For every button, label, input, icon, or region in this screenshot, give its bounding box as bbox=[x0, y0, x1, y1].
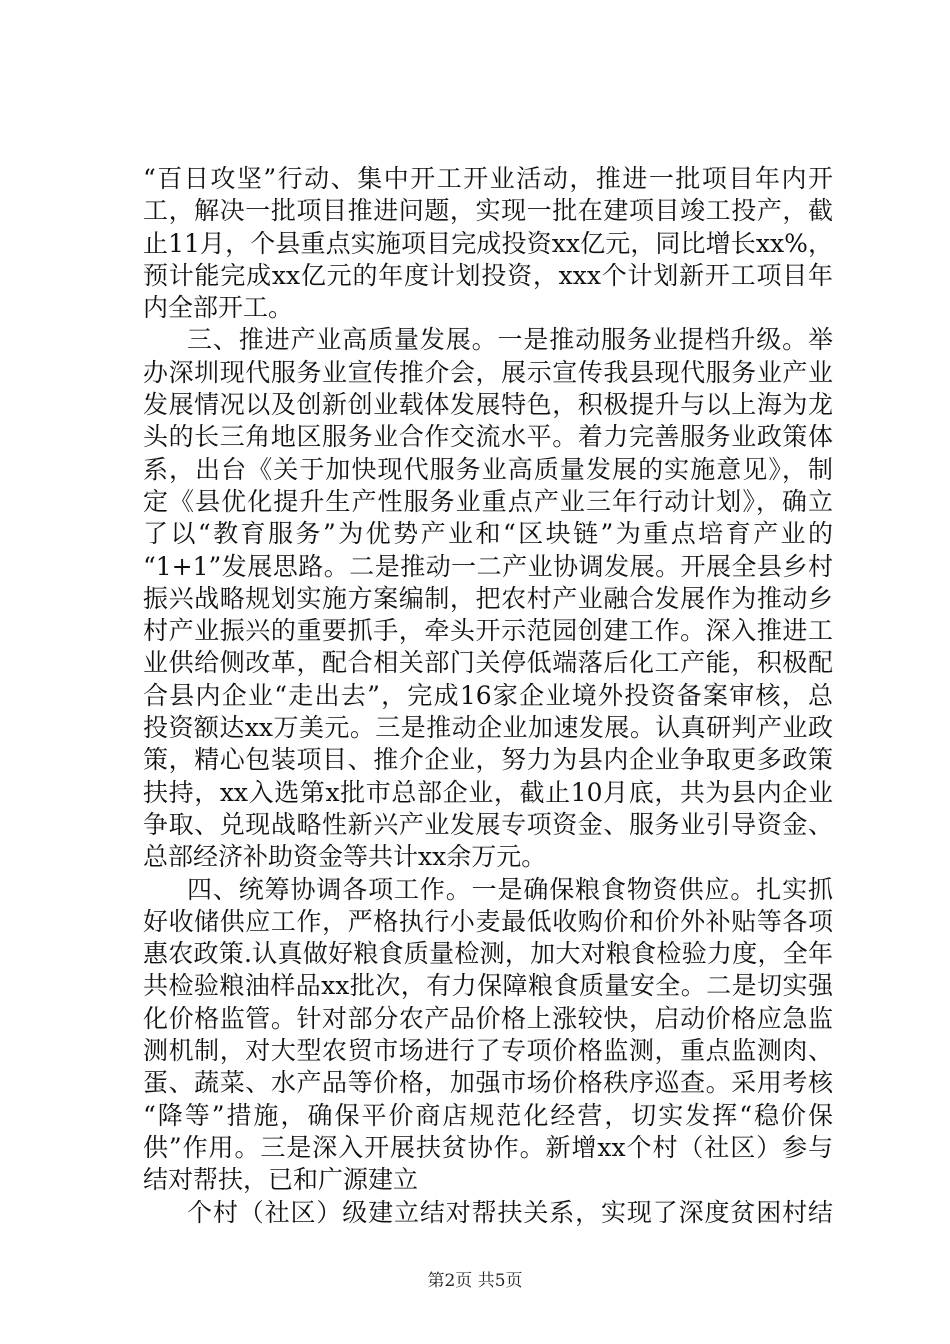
text-line: 四、统筹协调各项工作。一是确保粮食物资供应。扎实抓 bbox=[187, 874, 833, 904]
text-line: 预计能完成xx亿元的年度计划投资，xxx个计划新开工项目年 bbox=[143, 260, 833, 290]
text-line: 村产业振兴的重要抓手，牵头开示范园创建工作。深入推进工 bbox=[143, 616, 833, 646]
page-number-footer: 第2页 共5页 bbox=[427, 1271, 523, 1291]
text-line: 好收储供应工作，严格执行小麦最低收购价和价外补贴等各项 bbox=[143, 906, 833, 936]
text-line: 发展情况以及创新创业载体发展特色，积极提升与以上海为龙 bbox=[143, 390, 833, 420]
text-line: 测机制，对大型农贸市场进行了专项价格监测，重点监测肉、 bbox=[143, 1036, 833, 1066]
text-line: “降等”措施，确保平价商店规范化经营，切实发挥“稳价保 bbox=[143, 1100, 833, 1130]
text-line: 惠农政策.认真做好粮食质量检测，加大对粮食检验力度，全年 bbox=[143, 939, 833, 969]
text-line: 投资额达xx万美元。三是推动企业加速发展。认真研判产业政 bbox=[143, 713, 833, 743]
text-line: 争取、兑现战略性新兴产业发展专项资金、服务业引导资金、 bbox=[143, 809, 833, 839]
text-line: 定《县优化提升生产性服务业重点产业三年行动计划》，确立 bbox=[143, 486, 833, 516]
text-line: 个村（社区）级建立结对帮扶关系，实现了深度贫困村结 bbox=[187, 1197, 833, 1227]
text-line: 系，出台《关于加快现代服务业高质量发展的实施意见》，制 bbox=[143, 454, 833, 484]
text-line: 总部经济补助资金等共计xx余万元。 bbox=[143, 842, 547, 872]
text-line: 共检验粮油样品xx批次，有力保障粮食质量安全。二是切实强 bbox=[143, 971, 833, 1001]
text-line: 止11月，个县重点实施项目完成投资xx亿元，同比增长xx%， bbox=[143, 228, 833, 258]
text-line: 头的长三角地区服务业合作交流水平。着力完善服务业政策体 bbox=[143, 422, 833, 452]
text-line: 内全部开工。 bbox=[143, 293, 294, 323]
text-line: “1+1”发展思路。二是推动一二产业协调发展。开展全县乡村 bbox=[143, 551, 833, 581]
text-line: 化价格监管。针对部分农产品价格上涨较快，启动价格应急监 bbox=[143, 1003, 833, 1033]
text-line: 合县内企业“走出去”，完成16家企业境外投资备案审核，总 bbox=[143, 680, 833, 710]
text-line: “百日攻坚”行动、集中开工开业活动，推进一批项目年内开 bbox=[143, 164, 833, 193]
text-line: 扶持，xx入选第x批市总部企业，截止10月底，共为县内企业 bbox=[143, 777, 833, 807]
text-line: 蛋、蔬菜、水产品等价格，加强市场价格秩序巡查。采用考核 bbox=[143, 1068, 833, 1098]
body-text bbox=[143, 163, 833, 1229]
text-line: 了以“教育服务”为优势产业和“区块链”为重点培育产业的 bbox=[143, 519, 833, 549]
text-line: 策，精心包装项目、推介企业，努力为县内企业争取更多政策 bbox=[143, 745, 833, 775]
text-line: 办深圳现代服务业宣传推介会，展示宣传我县现代服务业产业 bbox=[143, 357, 833, 387]
text-line: 业供给侧改革，配合相关部门关停低端落后化工产能，积极配 bbox=[143, 648, 833, 678]
text-line: 供”作用。三是深入开展扶贫协作。新增xx个村（社区）参与 bbox=[143, 1132, 833, 1162]
text-line: 结对帮扶，已和广源建立 bbox=[143, 1165, 419, 1195]
text-line: 三、推进产业高质量发展。一是推动服务业提档升级。举 bbox=[187, 325, 833, 355]
text-line: 工，解决一批项目推进问题，实现一批在建项目竣工投产，截 bbox=[143, 196, 833, 226]
text-line: 振兴战略规划实施方案编制，把农村产业融合发展作为推动乡 bbox=[143, 583, 833, 613]
